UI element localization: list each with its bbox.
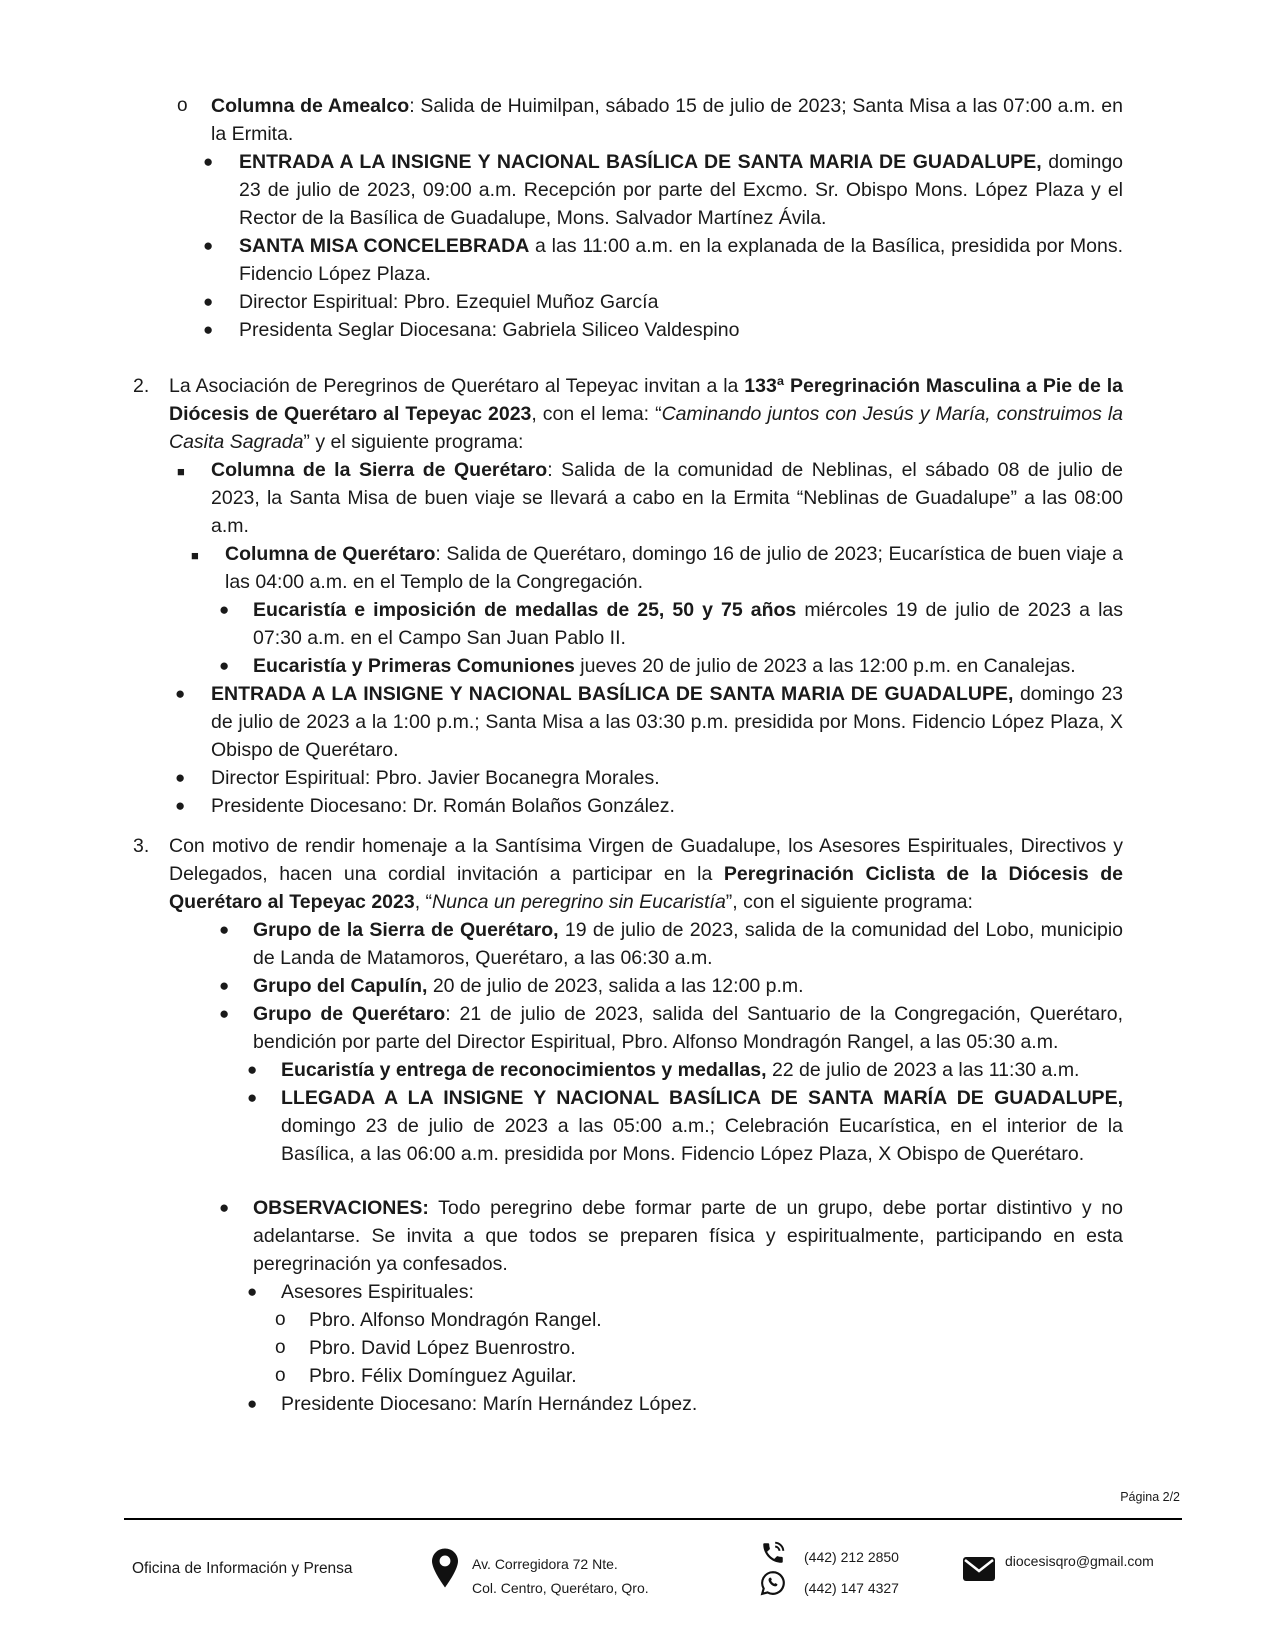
item-bold: Eucaristía y entrega de reconocimientos y medallas,	[281, 1059, 767, 1081]
section-number: 2.	[133, 375, 150, 397]
bullet: ●	[203, 152, 214, 171]
item-bold: Grupo de la Sierra de Querétaro,	[253, 919, 559, 941]
address-line-2: Col. Centro, Querétaro, Qro.	[472, 1580, 649, 1596]
bullet: ●	[203, 320, 214, 339]
item-bold: Grupo del Capulín,	[253, 975, 428, 997]
item-text: : Salida de la comunidad de Neblinas, el sábado 08 de julio de 2023, la Santa Misa de buen viaje se llevará a cabo en la Ermita “Neblinas de Guadalupe” a las 08:00 a.m.	[211, 459, 1123, 537]
item-bold: OBSERVACIONES:	[253, 1197, 429, 1219]
item-text: Presidente Diocesano: Dr. Román Bolaños González.	[211, 795, 675, 817]
bullet: ●	[219, 1004, 230, 1023]
bullet: ●	[219, 920, 230, 939]
circle-bullet: o	[275, 1337, 286, 1358]
item-text: : 21 de julio de 2023, salida del Santuario de la Congregación, Querétaro, bendición por parte del Director Espiritual, Pbro. Alfonso Mondragón Rangel, a las 05:30 a.m.	[253, 1003, 1123, 1053]
section-3-intro	[133, 832, 1123, 916]
bullet: ●	[203, 292, 214, 311]
document-body	[0, 92, 1275, 1418]
observations-item	[219, 1194, 1123, 1278]
item-text: jueves 20 de julio de 2023 a las 12:00 p.m. en Canalejas.	[574, 655, 1076, 677]
amealco-title: Columna de Amealco	[211, 95, 410, 117]
office-name: Oficina de Información y Prensa	[132, 1560, 353, 1577]
bullet: ●	[247, 1088, 258, 1107]
amealco-column-item	[177, 92, 1123, 148]
item-text: Director Espiritual: Pbro. Ezequiel Muñoz García	[239, 291, 659, 313]
phone-numbers	[804, 1542, 899, 1604]
item-bold: Eucaristía y Primeras Comuniones	[253, 655, 575, 677]
bullet: ●	[247, 1394, 258, 1413]
email-address: diocesisqro@gmail.com	[1005, 1553, 1154, 1569]
footer	[0, 1530, 1275, 1630]
advisor-item	[275, 1334, 1123, 1362]
communions-item	[219, 652, 1123, 680]
whatsapp-icon	[760, 1570, 786, 1596]
item-text: Director Espiritual: Pbro. Javier Bocanegra Morales.	[211, 767, 660, 789]
item-bold: ENTRADA A LA INSIGNE Y NACIONAL BASÍLICA DE SANTA MARIA DE GUADALUPE,	[211, 683, 1014, 705]
item-bold: Columna de la Sierra de Querétaro	[211, 459, 548, 481]
amealco-entry-item	[203, 148, 1124, 232]
phone-number-2: (442) 147 4327	[804, 1580, 899, 1596]
item-text: domingo 23 de julio de 2023 a la 1:00 p.m.; Santa Misa a las 03:30 p.m. presidida por Mons. Fidencio López Plaza, X Obispo de Querétaro.	[211, 683, 1124, 761]
advisor-name: Pbro. Félix Domínguez Aguilar.	[309, 1365, 577, 1387]
footer-divider	[124, 1518, 1182, 1520]
item-text: : Salida de Querétaro, domingo 16 de julio de 2023; Eucarística de buen viaje a las 04:00 a.m. en el Templo de la Congregación.	[225, 543, 1123, 593]
square-bullet: ■	[191, 548, 199, 563]
group-queretaro-item	[219, 1000, 1123, 1056]
advisor-item	[275, 1306, 1123, 1334]
bullet: ●	[175, 684, 186, 703]
advisor-name: Pbro. David López Buenrostro.	[309, 1337, 576, 1359]
advisor-item	[275, 1362, 1123, 1390]
intro-text: ” y el siguiente programa:	[303, 431, 524, 453]
phone-number-1: (442) 212 2850	[804, 1549, 899, 1565]
circle-bullet: o	[275, 1365, 286, 1386]
amealco-text: : Salida de Huimilpan, sábado 15 de julio de 2023; Santa Misa a las 07:00 a.m. en la Ermita.	[211, 95, 1123, 145]
item-bold: LLEGADA A LA INSIGNE Y NACIONAL BASÍLICA DE SANTA MARÍA DE GUADALUPE,	[281, 1087, 1123, 1109]
page-number: Página 2/2	[1120, 1490, 1180, 1504]
motto: Nunca un peregrino sin Eucaristía	[432, 891, 726, 913]
intro-text: , con el lema: “	[531, 403, 662, 425]
president-text: Presidente Diocesano: Marín Hernández López.	[281, 1393, 698, 1415]
group-sierra-item	[219, 916, 1123, 972]
amealco-mass-item	[203, 232, 1123, 288]
intro-text: , “	[414, 891, 433, 913]
advisors-item	[247, 1278, 1123, 1306]
bullet: ●	[219, 1198, 230, 1217]
director-item	[175, 764, 1123, 792]
item-text: domingo 23 de julio de 2023 a las 05:00 a.m.; Celebración Eucarística, en el interior de la Basílica, a las 06:00 a.m. presidida por Mons. Fidencio López Plaza, X Obispo de Querétaro.	[281, 1115, 1123, 1165]
item-bold: ENTRADA A LA INSIGNE Y NACIONAL BASÍLICA DE SANTA MARIA DE GUADALUPE,	[239, 151, 1042, 173]
advisor-name: Pbro. Alfonso Mondragón Rangel.	[309, 1309, 602, 1331]
bullet: ●	[203, 236, 214, 255]
item-text: a las 11:00 a.m. en la explanada de la Basílica, presidida por Mons. Fidencio López Plaza.	[239, 235, 1123, 285]
item-text: 22 de julio de 2023 a las 11:30 a.m.	[766, 1059, 1080, 1081]
item-text: domingo 23 de julio de 2023, 09:00 a.m. Recepción por parte del Excmo. Sr. Obispo Mons. López Plaza y el Rector de la Basílica de Guadalupe, Mons. Salvador Martínez Ávila.	[239, 151, 1124, 229]
president-item	[175, 792, 1123, 820]
item-text: 19 de julio de 2023, salida de la comunidad del Lobo, municipio de Landa de Matamoros, Querétaro, a las 06:30 a.m.	[253, 919, 1123, 969]
section-number: 3.	[133, 835, 150, 857]
item-text: Presidenta Seglar Diocesana: Gabriela Siliceo Valdespino	[239, 319, 740, 341]
sierra-column-item	[177, 456, 1123, 540]
pilgrimage-title: 133ª Peregrinación Masculina a Pie de la Diócesis de Querétaro al Tepeyac 2023	[169, 375, 1123, 425]
circle-bullet: o	[275, 1309, 286, 1330]
item-bold: Columna de Querétaro	[225, 543, 436, 565]
intro-text: Con motivo de rendir homenaje a la Santísima Virgen de Guadalupe, los Asesores Espirituales, Directivos y Delegados, hacen una cordial invitación a participar en la	[169, 835, 1123, 885]
envelope-icon	[963, 1557, 995, 1581]
bullet: ●	[247, 1060, 258, 1079]
item-bold: SANTA MISA CONCELEBRADA	[239, 235, 530, 257]
section-2-intro	[133, 372, 1124, 456]
address-line-1: Av. Corregidora 72 Nte.	[472, 1556, 618, 1572]
amealco-president-item	[203, 316, 1123, 344]
phone-icon	[760, 1540, 786, 1566]
bullet: ●	[175, 796, 186, 815]
square-bullet: ■	[177, 464, 185, 479]
pilgrimage-title: Peregrinación Ciclista de la Diócesis de Querétaro al Tepeyac 2023	[169, 863, 1123, 913]
bullet: ●	[219, 656, 230, 675]
amealco-director-item	[203, 288, 1123, 316]
motto: Caminando juntos con Jesús y María, construimos la Casita Sagrada	[169, 403, 1124, 453]
intro-text: ”, con el siguiente programa:	[725, 891, 973, 913]
address	[472, 1552, 649, 1600]
medals-item	[219, 596, 1123, 652]
item-text: 20 de julio de 2023, salida a las 12:00 p.m.	[427, 975, 804, 997]
intro-text: La Asociación de Peregrinos de Querétaro al Tepeyac invitan a la	[169, 375, 745, 397]
item-text: Todo peregrino debe formar parte de un grupo, debe portar distintivo y no adelantarse. Se invita a que todos se preparen física y espiritualmente, participando en esta peregrinación ya confesados.	[253, 1197, 1123, 1275]
location-pin-icon	[432, 1548, 458, 1588]
arrival-item	[247, 1084, 1123, 1168]
diocesan-president-item	[247, 1390, 1123, 1418]
bullet: ●	[219, 976, 230, 995]
bullet: ●	[175, 768, 186, 787]
awards-item	[247, 1056, 1123, 1084]
bullet: ●	[247, 1282, 258, 1301]
basilica-entry-item	[175, 680, 1124, 764]
group-capulin-item	[219, 972, 1123, 1000]
advisors-label: Asesores Espirituales:	[281, 1281, 474, 1303]
circle-bullet: o	[177, 95, 188, 116]
queretaro-column-item	[191, 540, 1123, 596]
item-bold: Grupo de Querétaro	[253, 1003, 446, 1025]
item-bold: Eucaristía e imposición de medallas de 25, 50 y 75 años	[253, 599, 797, 621]
item-text: miércoles 19 de julio de 2023 a las 07:30 a.m. en el Campo San Juan Pablo II.	[253, 599, 1123, 649]
bullet: ●	[219, 600, 230, 619]
